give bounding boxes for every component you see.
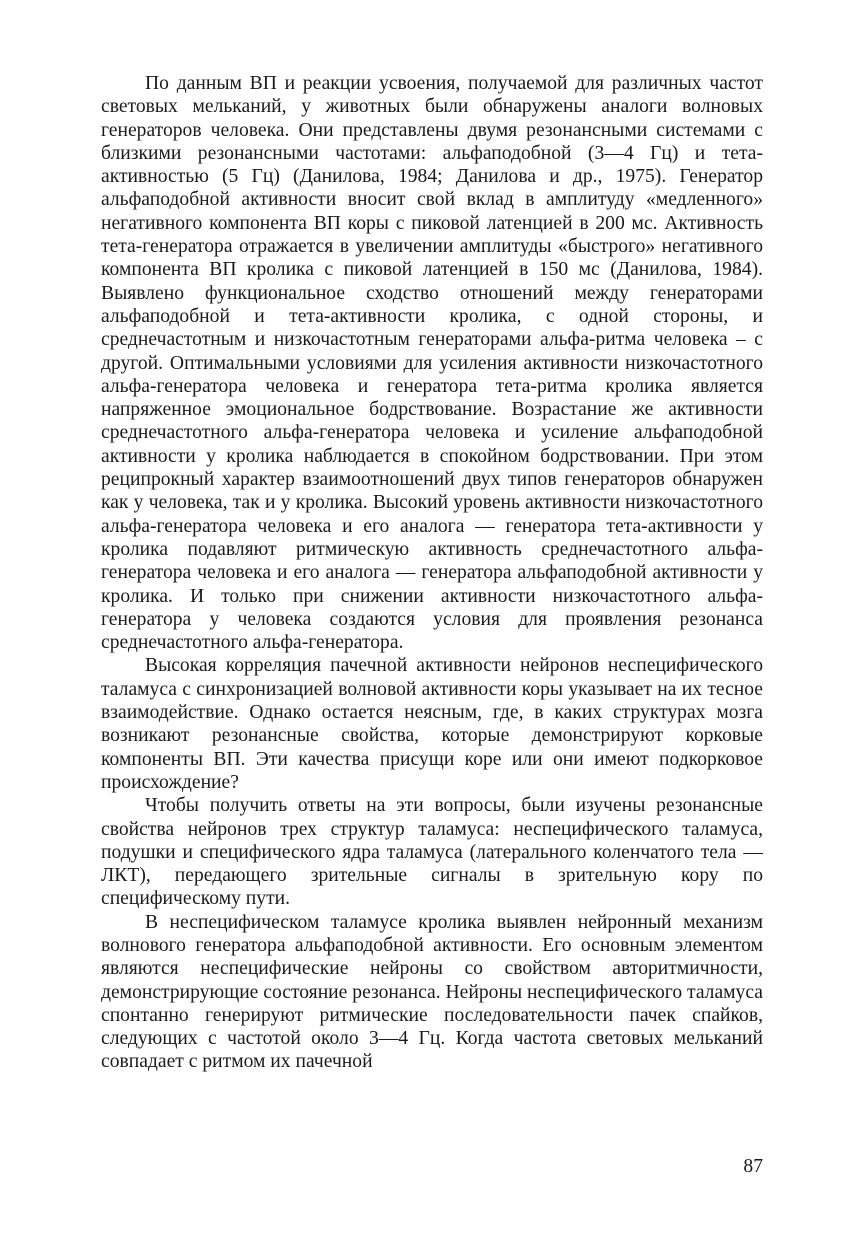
paragraph-3: Чтобы получить ответы на эти вопросы, были изучены резонансные свойства нейронов трех структур таламуса: неспецифического таламуса, подушки и специфического ядра таламуса (латерального коленчатого тела — ЛКТ), передающего зрительные сигналы в зрительную кору по специфическому пути. bbox=[101, 795, 763, 910]
paragraph-1: По данным ВП и реакции усвоения, получаемой для различных частот световых мельканий, у животных были обнаружены аналоги волновых генераторов человека. Они представлены двумя резонансными системами с близкими резонансными частотами: альфаподобной (3—4 Гц) и тета-активностью (5 Гц) (Данилова, 1984; Данилова и др., 1975). Генератор альфаподобной активности вносит свой вклад в амплитуду «медленного» негативного компонента ВП коры с пиковой латенцией в 200 мс. Активность тета-генератора отражается в увеличении амплитуды «быстрого» негативного компонента ВП кролика с пиковой латенцией в 150 мс (Данилова, 1984). Выявлено функциональное сходство отношений между генераторами альфаподобной и тета-активности кролика, с одной стороны, и среднечастотным и низкочастотным генераторами альфа-ритма человека – с другой. Оптимальными условиями для усиления активности низкочастотного альфа-генератора человека и генератора тета-ритма кролика является напряженное эмоциональное бодрствование. Возрастание же активности среднечастотного альфа-генератора человека и усиление альфаподобной активности у кролика наблюдается в спокойном бодрствовании. При этом реципрокный характер взаимоотношений двух типов генераторов обнаружен как у человека, так и у кролика. Высокий уровень активности низкочастотного альфа-генератора человека и его аналога — генератора тета-активности у кролика подавляют ритмическую активность среднечастотного альфа-генератора человека и его аналога — генератора альфаподобной активности у кролика. И только при снижении активности низкочастотного альфа-генератора у человека создаются условия для проявления резонанса среднечастотного альфа-генератора. bbox=[101, 73, 763, 654]
page-body bbox=[101, 72, 763, 1074]
paragraph-4: В неспецифическом таламусе кролика выявлен нейронный механизм волнового генератора альфаподобной активности. Его основным элементом являются неспецифические нейроны со свойством авторитмичности, демонстрирующие состояние резонанса. Нейроны неспецифического таламуса спонтанно генерируют ритмические последовательности пачек спайков, следующих с частотой около 3—4 Гц. Когда частота световых мельканий совпадает с ритмом их пачечной bbox=[101, 911, 763, 1073]
page-number: 87 bbox=[743, 1156, 763, 1177]
paragraph-2: Высокая корреляция пачечной активности нейронов неспецифического таламуса с синхронизацией волновой активности коры указывает на их тесное взаимодействие. Однако остается неясным, где, в каких структурах мозга возникают резонансные свойства, которые демонстрируют корковые компоненты ВП. Эти качества присущи коре или они имеют подкорковое происхождение? bbox=[101, 655, 763, 793]
